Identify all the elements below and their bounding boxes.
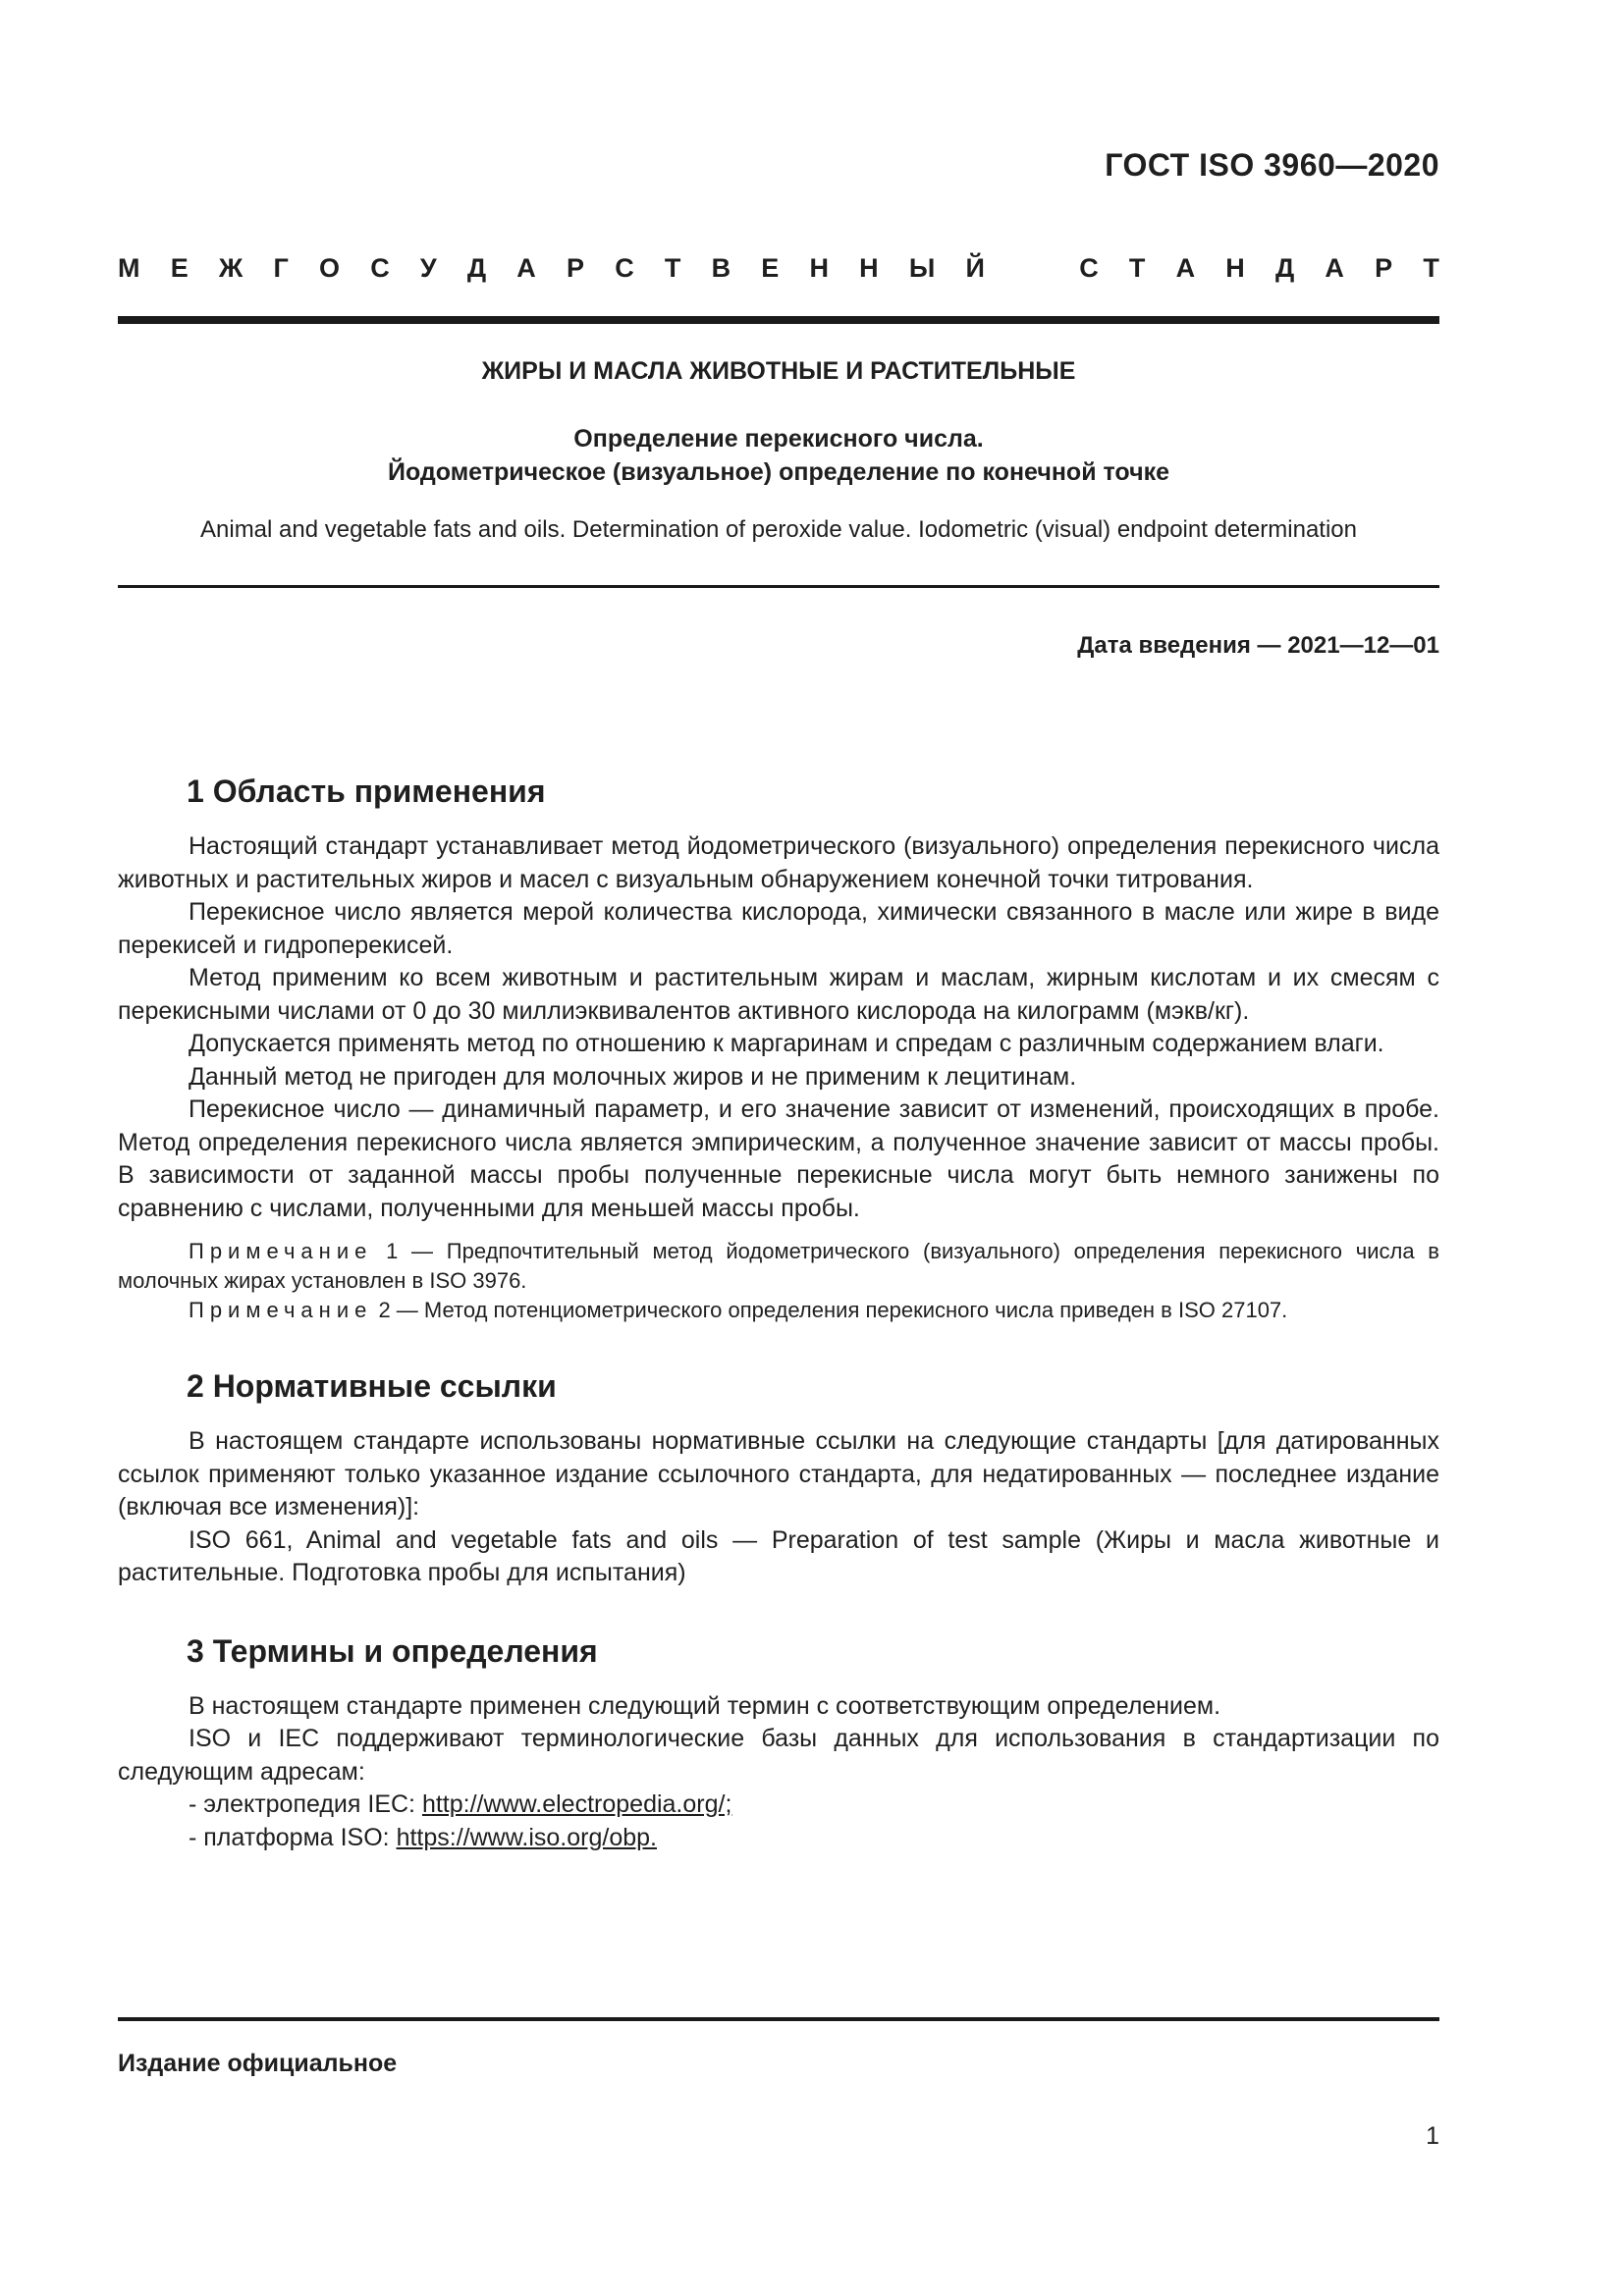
banner-letter: Н <box>1225 253 1245 283</box>
banner-letter: А <box>1325 253 1344 283</box>
document-title: ЖИРЫ И МАСЛА ЖИВОТНЫЕ И РАСТИТЕЛЬНЫЕ <box>481 357 1076 385</box>
section-heading: 3 Термины и определения <box>187 1632 598 1669</box>
paragraph: Метод применим ко всем животным и растительным жирам и маслам, жирным кислотам и их смесям с перекисными числами от 0 до 30 миллиэквивалентов активного кислорода на килограмм (мэкв/кг). <box>118 964 1439 1025</box>
banner-letter: Д <box>466 253 487 283</box>
electropedia-link[interactable]: http://www.electropedia.org/; <box>421 1790 732 1818</box>
banner-letter: Е <box>761 253 780 283</box>
english-title: Animal and vegetable fats and oils. Determination of peroxide value. Iodometric (visual) endpoint determination <box>200 516 1357 543</box>
paragraph: Данный метод не пригоден для молочных жиров и не применим к лецитинам. <box>189 1062 1077 1091</box>
subtitle-line: Определение перекисного числа. <box>573 425 984 453</box>
paragraph: Перекисное число является мерой количества кислорода, химически связанного в масле или жире в виде перекисей и гидроперекисей. <box>118 898 1439 959</box>
banner-letter: Г <box>273 253 289 283</box>
title-rule <box>118 585 1439 588</box>
note-label: Примечание <box>189 1239 373 1263</box>
paragraph: Настоящий стандарт устанавливает метод йодометрического (визуального) определения перекисного числа животных и растительных жиров и масел с визуальным обнаружением конечной точки титрования. <box>118 832 1439 893</box>
paragraph: ISO и IEC поддерживают терминологические базы данных для использования в стандартизации по следующим адресам: <box>118 1725 1439 1786</box>
list-item <box>118 1822 1439 1855</box>
banner-letter: Е <box>170 253 189 283</box>
banner-letter: С <box>1079 253 1099 283</box>
edition-label: Издание официальное <box>118 2050 398 2077</box>
iso-obp-link[interactable]: https://www.iso.org/obp. <box>396 1823 657 1851</box>
notes <box>118 1237 1439 1325</box>
document-body <box>118 772 1439 1854</box>
banner-letter: Т <box>1128 253 1146 283</box>
banner-letter: Й <box>965 253 985 283</box>
banner-letter: Д <box>1274 253 1295 283</box>
paragraph: В настоящем стандарте использованы нормативные ссылки на следующие стандарты [для датированных ссылок применяют только указанное издание ссылочного стандарта, для недатированных — последнее издание (включая все изменения)]: <box>118 1427 1439 1521</box>
footer-rule <box>118 2017 1439 2021</box>
paragraph: В настоящем стандарте применен следующий термин с соответствующим определением. <box>189 1691 1221 1720</box>
banner-letter: С <box>370 253 390 283</box>
note-text: 1 — Предпочтительный метод йодометрического (визуального) определения перекисного числа в молочных жирах установлен в ISO 3976. <box>118 1239 1439 1293</box>
banner-letter: В <box>711 253 731 283</box>
banner-letter: С <box>615 253 634 283</box>
banner-letter: Ж <box>218 253 244 283</box>
banner-letter: Р <box>566 253 584 283</box>
banner-word-gap <box>1015 253 1049 284</box>
page-number: 1 <box>1426 2122 1439 2150</box>
subtitle-line: Йодометрическое (визуальное) определение по конечной точке <box>387 458 1170 486</box>
list-item-text: - платформа ISO: <box>189 1823 397 1851</box>
banner-letter: Н <box>809 253 829 283</box>
note <box>118 1237 1439 1296</box>
list-item-text: - электропедия IEC: <box>189 1790 422 1818</box>
banner-letter: Т <box>1423 253 1439 283</box>
section-heading: 1 Область применения <box>187 774 546 809</box>
banner-letter: У <box>419 253 437 283</box>
list-item <box>118 1789 1439 1822</box>
banner-letter: А <box>516 253 536 283</box>
banner-letter: Р <box>1375 253 1393 283</box>
paragraph: Перекисное число — динамичный параметр, и его значение зависит от изменений, происходящих в пробе. Метод определения перекисного числа является эмпирическим, а полученное значение зависит от массы пробы. В зависимости от заданной массы пробы полученные перекисные числа могут быть немного занижены по сравнению с числами, полученными для меньшей массы пробы. <box>118 1095 1439 1222</box>
banner-letter: Т <box>664 253 681 283</box>
banner-letter: М <box>118 253 140 283</box>
document-subtitle <box>118 422 1439 489</box>
header-rule <box>118 316 1439 324</box>
section-heading: 2 Нормативные ссылки <box>187 1368 557 1404</box>
document-number: ГОСТ ISO 3960—2020 <box>1105 147 1439 183</box>
standard-banner <box>118 253 1439 284</box>
note-text: 2 — Метод потенциометрического определения перекисного числа приведен в ISO 27107. <box>372 1298 1288 1322</box>
paragraph: ISO 661, Animal and vegetable fats and oils — Preparation of test sample (Жиры и масла животные и растительные. Подготовка пробы для испытания) <box>118 1525 1439 1586</box>
banner-letter: А <box>1175 253 1196 283</box>
introduction-date: Дата введения — 2021—12—01 <box>1077 632 1439 659</box>
paragraph: Допускается применять метод по отношению к маргаринам и спредам с различным содержанием влаги. <box>189 1030 1384 1057</box>
note-label: Примечание <box>189 1298 373 1322</box>
banner-letter: О <box>318 253 340 283</box>
banner-letter: Ы <box>908 253 936 283</box>
banner-letter: Н <box>859 253 879 283</box>
note <box>118 1296 1439 1325</box>
